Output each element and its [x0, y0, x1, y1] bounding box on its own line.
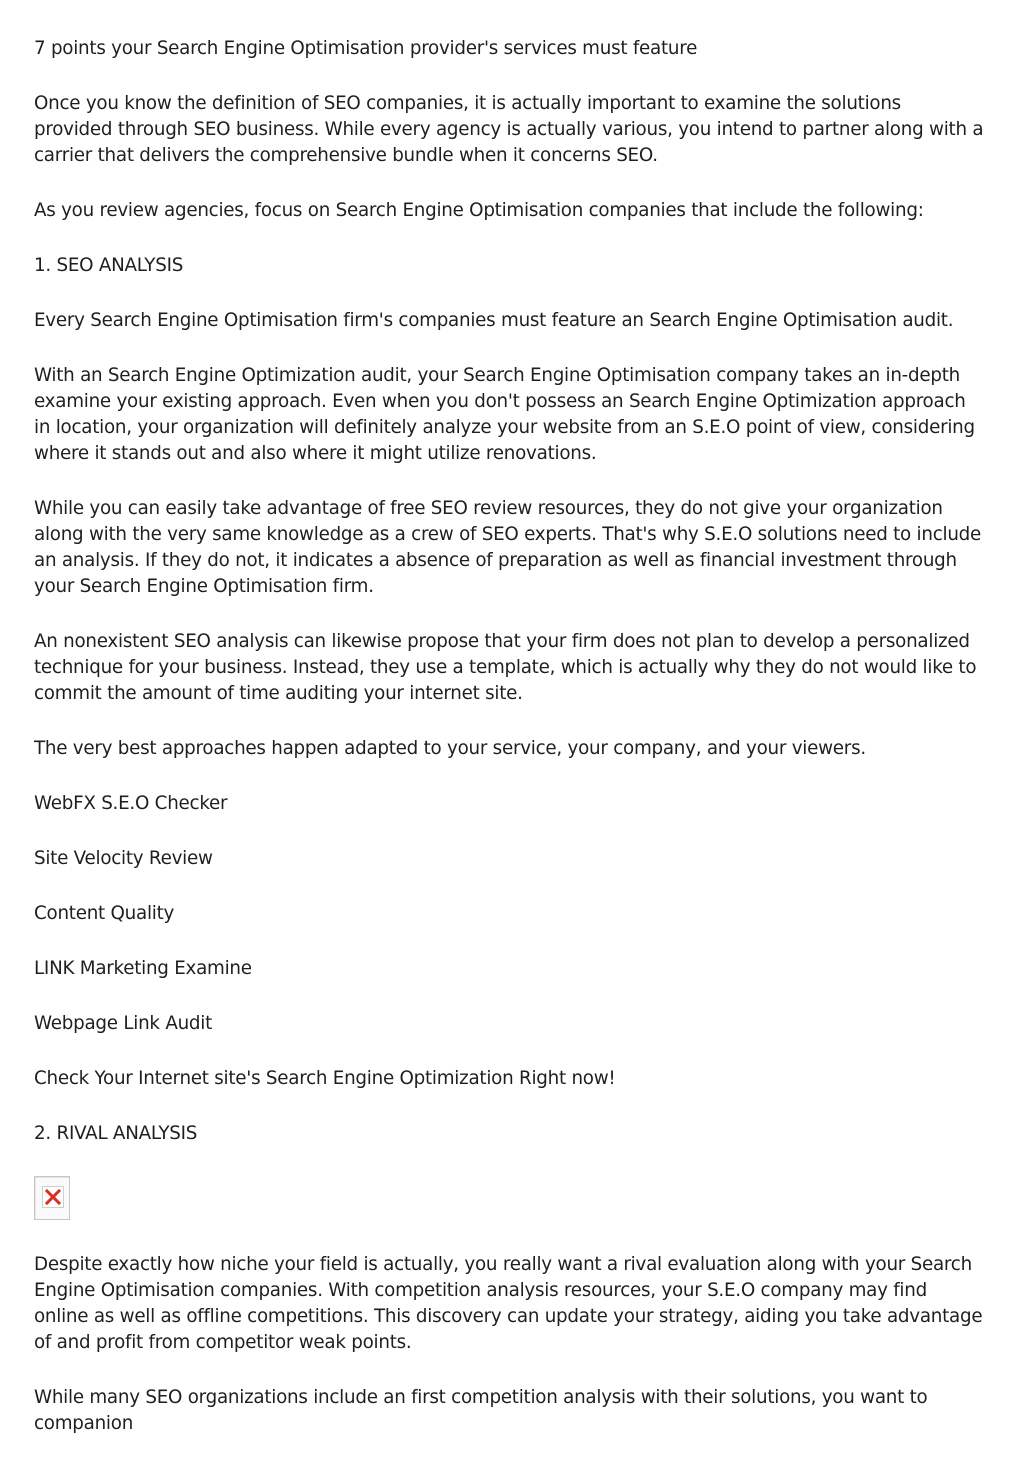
- document: [34, 36, 984, 1466]
- paragraph: Every Search Engine Optimisation firm's companies must feature an Search Engine Optimisation audit.: [34, 310, 954, 331]
- section-heading: 2. RIVAL ANALYSIS: [34, 1123, 198, 1144]
- broken-image-placeholder: [34, 1176, 70, 1220]
- list-item: WebFX S.E.O Checker: [34, 793, 228, 814]
- broken-image-icon: [42, 1186, 64, 1208]
- list-item: LINK Marketing Examine: [34, 958, 252, 979]
- paragraph: Despite exactly how niche your field is actually, you really want a rival evaluation along with your Search Engine Optimisation companies. With competition analysis resources, your S.E.O company may find online as well as offline competitions. This discovery can update your strategy, aiding you take advantage of and profit from competitor weak points.: [34, 1254, 983, 1353]
- paragraph: As you review agencies, focus on Search Engine Optimisation companies that include the following:: [34, 200, 924, 221]
- paragraph: While many SEO organizations include an first competition analysis with their solutions, you want to companion: [34, 1387, 928, 1434]
- paragraph: Check Your Internet site's Search Engine Optimization Right now!: [34, 1068, 616, 1089]
- paragraph: An nonexistent SEO analysis can likewise propose that your firm does not plan to develop a personalized technique for your business. Instead, they use a template, which is actually why they do not would like to commit the amount of time auditing your internet site.: [34, 631, 977, 704]
- paragraph: Once you know the definition of SEO companies, it is actually important to examine the solutions provided through SEO business. While every agency is actually various, you intend to partner along with a carrier that delivers the comprehensive bundle when it concerns SEO.: [34, 93, 984, 166]
- list-item: Webpage Link Audit: [34, 1013, 213, 1034]
- list-item: Site Velocity Review: [34, 848, 213, 869]
- list-item: Content Quality: [34, 903, 175, 924]
- section-heading: 1. SEO ANALYSIS: [34, 255, 184, 276]
- paragraph: The very best approaches happen adapted to your service, your company, and your viewers.: [34, 738, 866, 759]
- paragraph: With an Search Engine Optimization audit, your Search Engine Optimisation company takes an in-depth examine your existing approach. Even when you don't possess an Search Engine Optimization approach in location, your organization will definitely analyze your website from an S.E.O point of view, considering where it stands out and also where it might utilize renovations.: [34, 365, 975, 464]
- document-title: 7 points your Search Engine Optimisation provider's services must feature: [34, 38, 698, 59]
- paragraph: While you can easily take advantage of free SEO review resources, they do not give your organization along with the very same knowledge as a crew of SEO experts. That's why S.E.O solutions need to include an analysis. If they do not, it indicates a absence of preparation as well as financial investment through your Search Engine Optimisation firm.: [34, 498, 982, 597]
